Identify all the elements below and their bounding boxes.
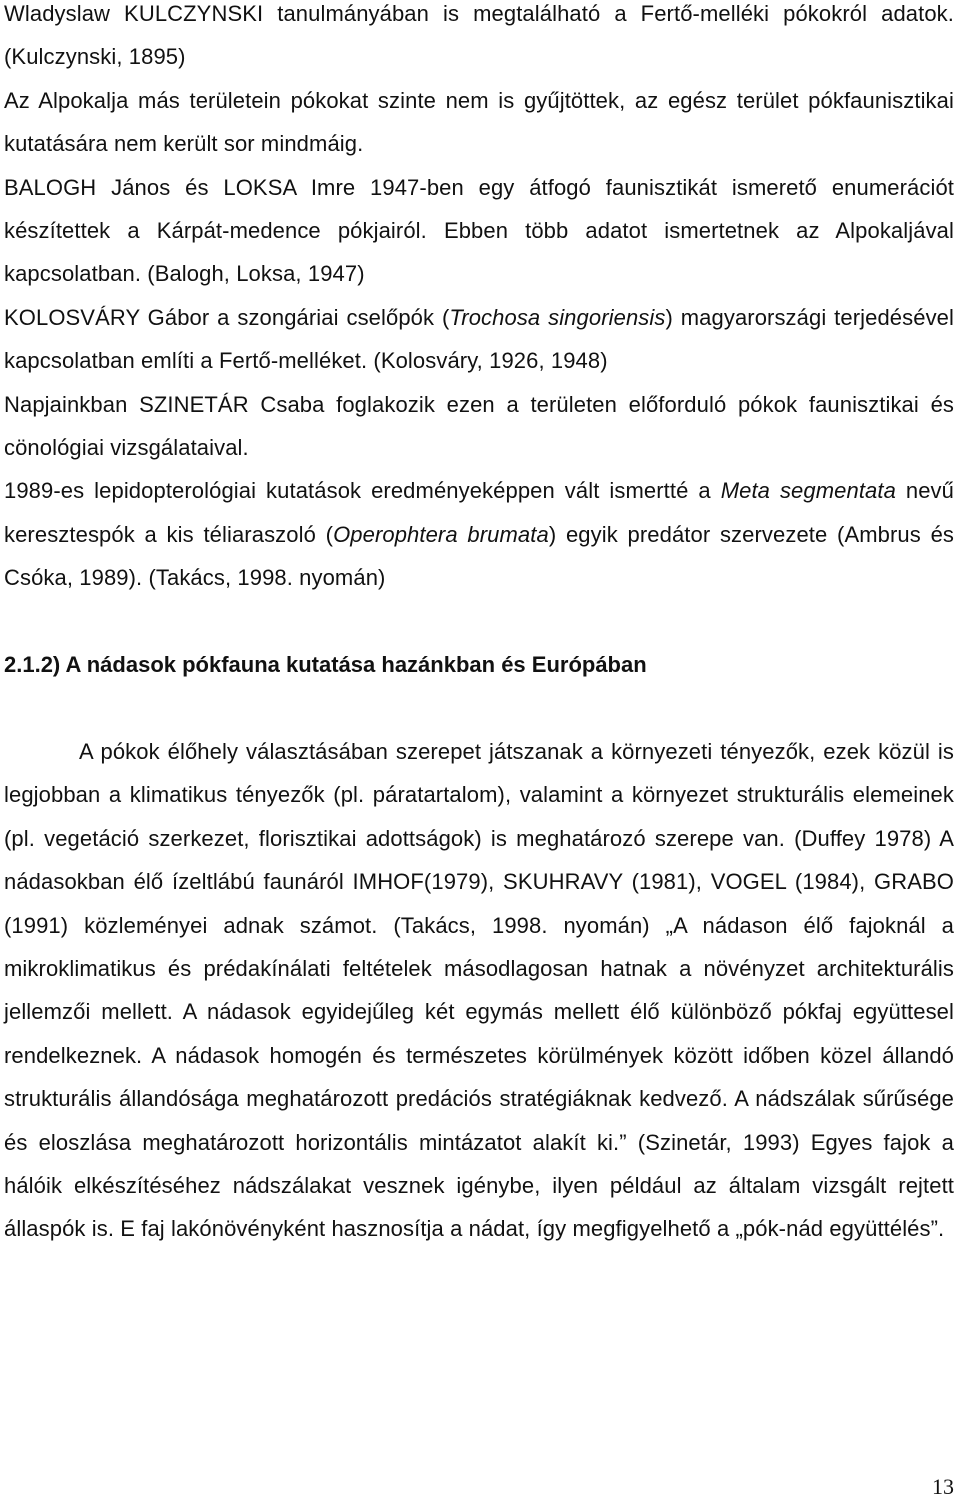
paragraph-lepidopterology-part-2: nevű keresztespók a kis téliaraszoló ( [4,478,954,547]
paragraph-kolosvary-part-2: ) magyarországi terjedésével kapcsolatban említi a Fertő-melléket. (Kolosváry, 1926, 1948) [4,304,954,374]
paragraph-kolosvary [4,296,954,383]
species-name-operophtera: Operophtera brumata [333,521,549,547]
paragraph-kolosvary-part-1: KOLOSVÁRY Gábor a szongáriai cselőpók ( [4,304,450,330]
species-name-trochosa: Trochosa singoriensis [449,304,666,330]
paragraph-lepidopterology [4,469,954,599]
paragraph-kulczynski: Wladyslaw KULCZYNSKI tanulmányában is megtalálható a Fertő-melléki pókokról adatok. (Kulczynski, 1895) [4,1,954,70]
species-name-meta: Meta segmentata [720,478,896,504]
paragraph-balogh-loksa: BALOGH János és LOKSA Imre 1947-ben egy átfogó faunisztikát ismerető enumerációt készítettek a Kárpát-medence pókjairól. Ebben több adatot ismertetnek az Alpokaljával kapcsolatban. (Balogh, Loksa, 1947) [4,174,954,287]
section-body [4,730,954,1251]
paragraph-lepidopterology-part-1: 1989-es lepidopterológiai kutatások eredményeképpen vált ismertté a [4,478,721,504]
intro-text-block [4,0,954,600]
paragraph-alpokalja: Az Alpokalja más területein pókokat szinte nem is gyűjtöttek, az egész terület pókfaunisztikai kutatására nem került sor mindmáig. [4,87,954,157]
paragraph-reed-spider-fauna: A pókok élőhely választásában szerepet játszanak a környezeti tényezők, ezek közül is legjobban a klimatikus tényezők (pl. páratartalom), valamint a környezet strukturális elemeinek (pl. vegetáció szerkezet, florisztikai adottságok) is meghatározó szerepe van. (Duffey 1978) A nádasokban élő ízeltlábú faunáról IMHOF(1979), SKUHRAVY (1981), VOGEL (1984), GRABO (1991) közleményei adnak számot. (Takács, 1998. nyomán) „A nádason élő fajoknál a mikroklimatikus és prédakínálati feltételek másodlagosan hatnak a növényzet architekturális jellemzői mellett. A nádasok egyidejűleg két egymás mellett élő különböző pókfaj együttesel rendelkeznek. A nádasok homogén és természetes körülmények között időben közel állandó strukturális állandósága meghatározott predációs stratégiáknak kedvező. A nádszálak sűrűsége és eloszlása meghatározott horizontális mintázatot alakít ki.” (Szinetár, 1993) Egyes fajok a hálóik elkészítéséhez nádszálakat vesznek igénybe, ilyen például az általam vizsgált rejtett állaspók is. E faj lakónövényként hasznosítja a nádat, így megfigyelhető a „pók-nád együttélés”. [4,739,954,1242]
paragraph-lepidopterology-part-3: ) egyik predátor szervezete (Ambrus és Csóka, 1989). (Takács, 1998. nyomán) [4,521,954,591]
page-number: 13 [932,1474,954,1499]
paragraph-szinetar: Napjainkban SZINETÁR Csaba foglakozik ezen a területen előforduló pókok faunisztikai és cönológiai vizsgálataival. [4,391,954,461]
section-heading: 2.1.2) A nádasok pókfauna kutatása hazánkban és Európában [4,652,647,677]
